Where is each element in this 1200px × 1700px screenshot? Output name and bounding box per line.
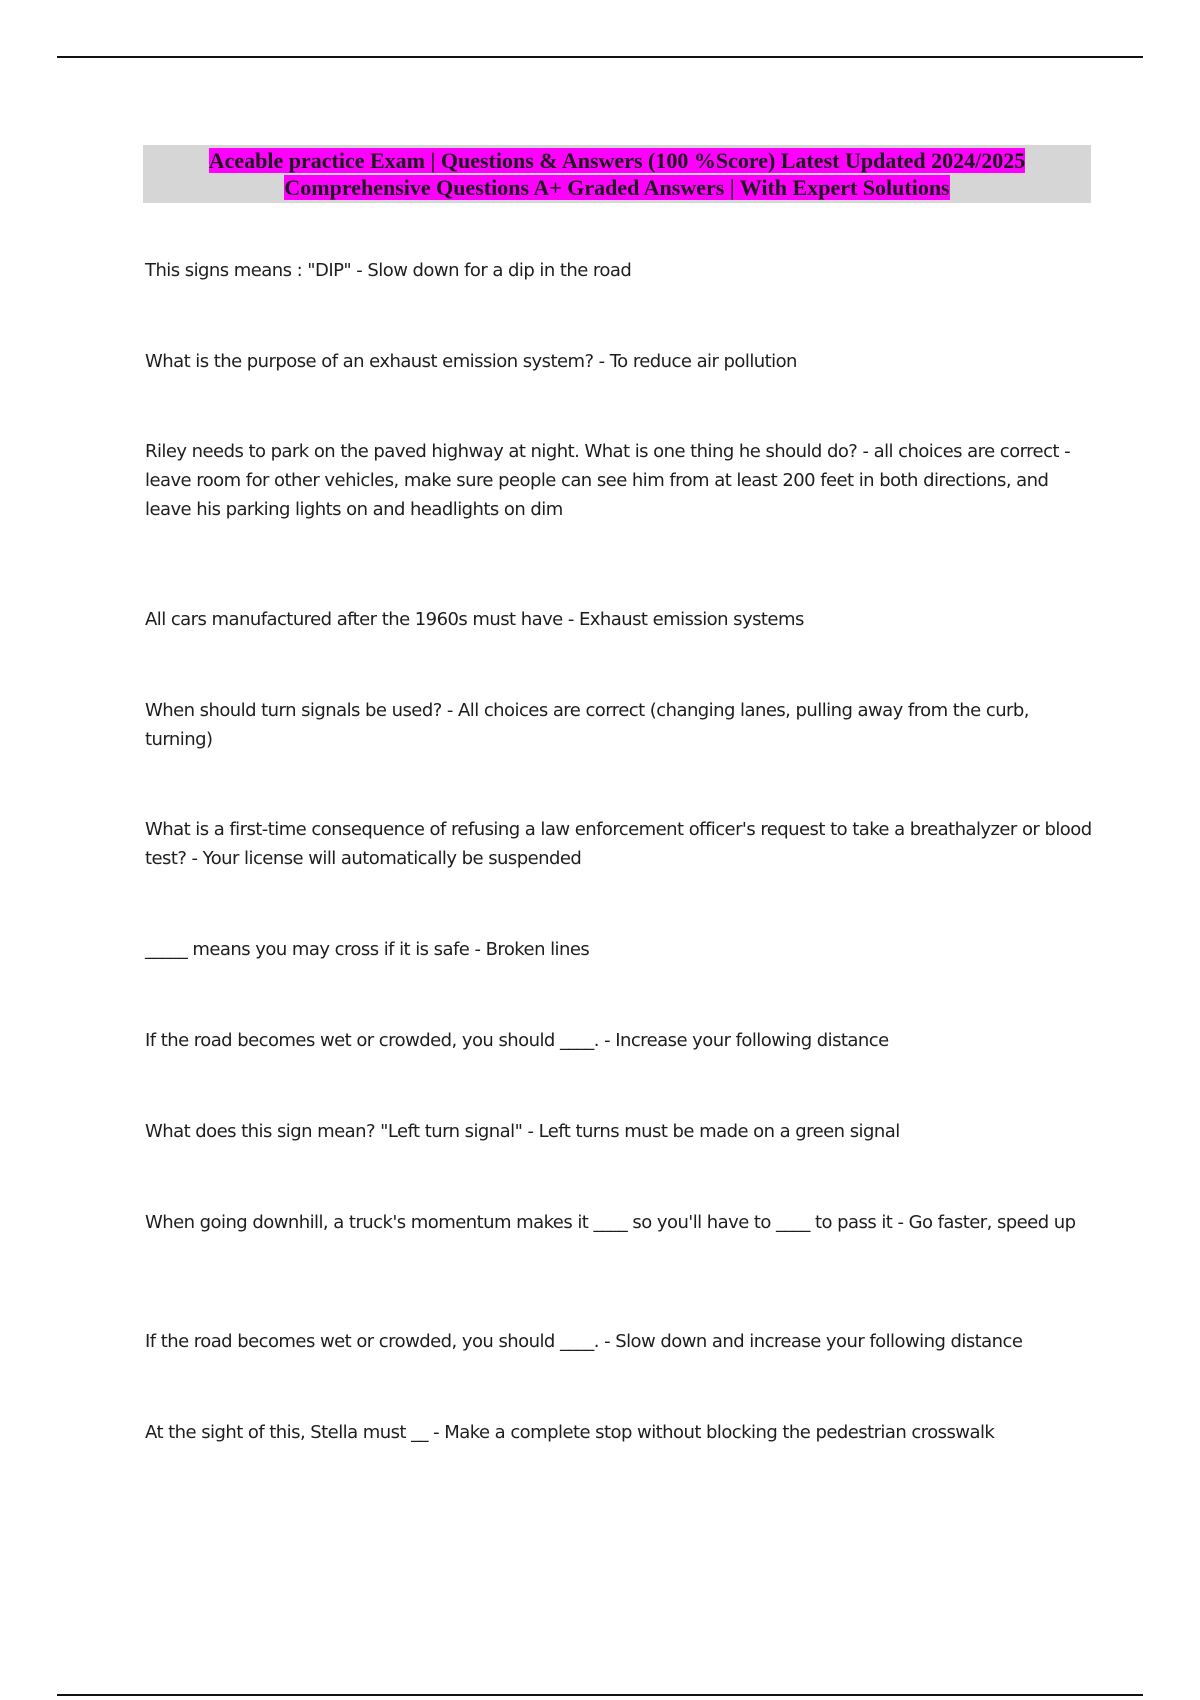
qa-item: What is the purpose of an exhaust emission system? - To reduce air pollution — [145, 351, 797, 372]
bottom-rule — [57, 1694, 1143, 1696]
qa-item: _____ means you may cross if it is safe - Broken lines — [145, 939, 590, 960]
qa-item: At the sight of this, Stella must __ - Make a complete stop without blocking the pedestrian crosswalk — [145, 1422, 995, 1443]
qa-item: Riley needs to park on the paved highway at night. What is one thing he should do? - all choices are correct - leave room for other vehicles, make sure people can see him from at least 200 feet in both directions, and leave his parking lights on and headlights on dim — [145, 441, 1071, 520]
document-title — [143, 145, 1091, 203]
qa-item: If the road becomes wet or crowded, you should ____. - Increase your following distance — [145, 1030, 889, 1051]
top-rule — [57, 56, 1143, 58]
qa-item: When going downhill, a truck's momentum makes it ____ so you'll have to ____ to pass it - Go faster, speed up — [145, 1212, 1076, 1233]
title-line-1: Aceable practice Exam | Questions & Answers (100 %Score) Latest Updated 2024/2025 — [208, 148, 1026, 173]
qa-item: All cars manufactured after the 1960s must have - Exhaust emission systems — [145, 609, 804, 630]
qa-item: When should turn signals be used? - All choices are correct (changing lanes, pulling away from the curb, turning) — [145, 700, 1029, 750]
title-line-2: Comprehensive Questions A+ Graded Answers | With Expert Solutions — [284, 175, 950, 200]
qa-item: This signs means : "DIP" - Slow down for a dip in the road — [145, 260, 632, 281]
qa-item: What is a first-time consequence of refusing a law enforcement officer's request to take a breathalyzer or blood test? - Your license will automatically be suspended — [145, 819, 1092, 869]
qa-item: If the road becomes wet or crowded, you should ____. - Slow down and increase your following distance — [145, 1331, 1023, 1352]
qa-item: What does this sign mean? "Left turn signal" - Left turns must be made on a green signal — [145, 1121, 900, 1142]
